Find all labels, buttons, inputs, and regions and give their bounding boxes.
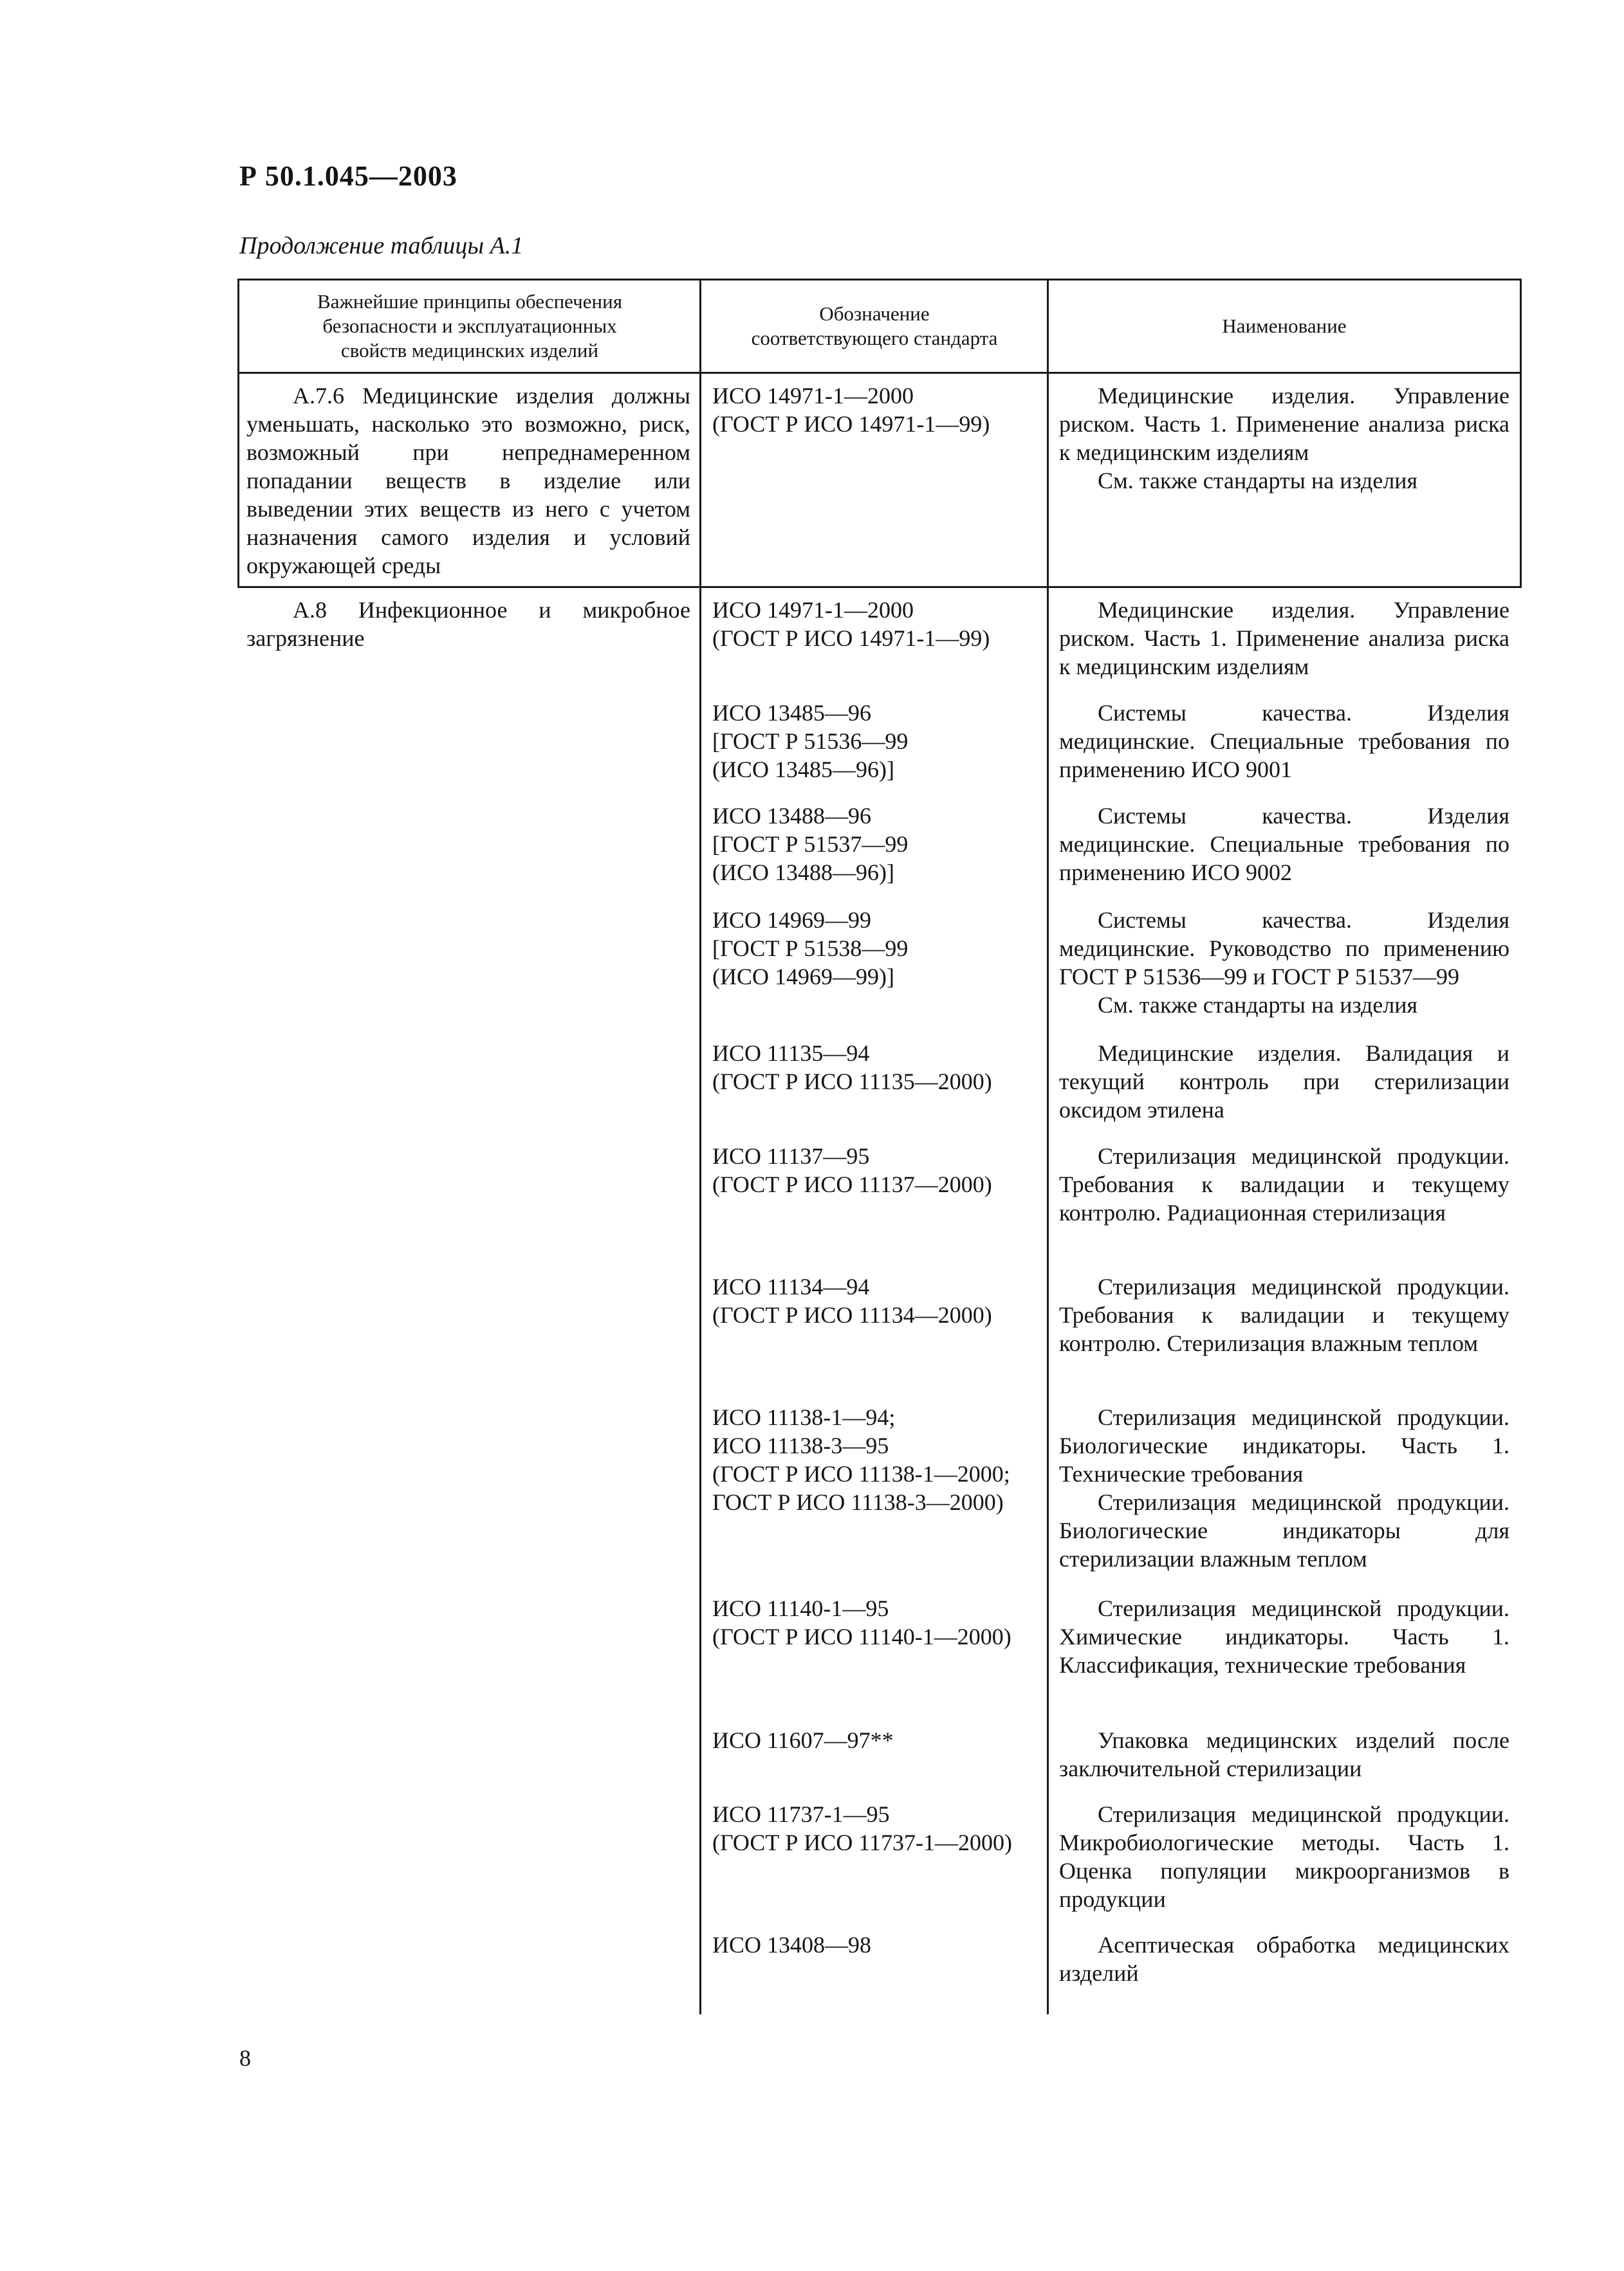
name-paragraph: Стерилизация медицинской продукции. Требования к валидации и текущему контролю. Стерилизация влажным теплом	[1059, 1274, 1509, 1356]
name-paragraph: Системы качества. Изделия медицинские. Специальные требования по применению ИСО 9002	[1059, 803, 1509, 885]
designation-cell: ИСО 13485—96 [ГОСТ Р 51536—99 (ИСО 13485—96)]	[712, 700, 909, 782]
page-number: 8	[239, 2045, 251, 2071]
name-cell	[1059, 1142, 1509, 1227]
name-cell	[1059, 1273, 1509, 1357]
name-cell	[1059, 802, 1509, 887]
name-paragraph: Системы качества. Изделия медицинские. Специальные требования по применению ИСО 9001	[1059, 700, 1509, 782]
name-paragraph: Стерилизация медицинской продукции. Требования к валидации и текущему контролю. Радиационная стерилизация	[1059, 1143, 1509, 1226]
designation-cell: ИСО 14969—99 [ГОСТ Р 51538—99 (ИСО 14969—99)]	[712, 907, 909, 989]
name-cell	[1059, 1403, 1509, 1573]
designation-cell: ИСО 11607—97**	[712, 1727, 894, 1753]
name-cell	[1059, 699, 1509, 784]
designation-cell: ИСО 14971-1—2000 (ГОСТ Р ИСО 14971-1—99)	[712, 383, 990, 437]
column-divider-1	[699, 279, 701, 2014]
designation-cell: ИСО 11137—95 (ГОСТ Р ИСО 11137—2000)	[712, 1143, 992, 1197]
name-paragraph: См. также стандарты на изделия	[1098, 468, 1418, 493]
name-paragraph: См. также стандарты на изделия	[1098, 992, 1418, 1018]
name-paragraph: Стерилизация медицинской продукции. Химические индикаторы. Часть 1. Классификация, технические требования	[1059, 1595, 1509, 1678]
designation-cell: ИСО 11138-1—94; ИСО 11138-3—95 (ГОСТ Р ИСО 11138-1—2000; ГОСТ Р ИСО 11138-3—2000)	[712, 1404, 1010, 1515]
name-cell	[1059, 1800, 1509, 1913]
document-code: Р 50.1.045—2003	[239, 160, 457, 192]
name-cell	[1059, 1594, 1509, 1679]
table-caption: Продолжение таблицы А.1	[239, 232, 524, 259]
name-cell	[1059, 596, 1509, 681]
designation-cell: ИСО 11135—94 (ГОСТ Р ИСО 11135—2000)	[712, 1040, 992, 1094]
name-paragraph: Медицинские изделия. Валидация и текущий контроль при стерилизации оксидом этилена	[1059, 1040, 1509, 1123]
table-left-border	[237, 279, 239, 586]
header-name: Наименование	[1222, 315, 1347, 337]
name-cell	[1059, 906, 1509, 1019]
designation-cell: ИСО 11140-1—95 (ГОСТ Р ИСО 11140-1—2000)	[712, 1595, 1011, 1650]
name-paragraph: Системы качества. Изделия медицинские. Руководство по применению ГОСТ Р 51536—99 и ГОСТ Р 51537—99	[1059, 907, 1509, 989]
designation-cell: ИСО 11737-1—95 (ГОСТ Р ИСО 11737-1—2000)	[712, 1801, 1013, 1855]
principle-a8: А.8 Инфекционное и микробное загрязнение	[246, 597, 690, 651]
principle-a76: А.7.6 Медицинские изделия должны уменьшать, насколько это возможно, риск, возможный при непреднамеренном попадании веществ в изделие или выведении этих веществ из него с учетом назначения самого изделия и условий окружающей среды	[246, 383, 690, 578]
designation-cell: ИСО 14971-1—2000 (ГОСТ Р ИСО 14971-1—99)	[712, 597, 990, 651]
designation-cell: ИСО 13408—98	[712, 1932, 872, 1958]
name-paragraph: Медицинские изделия. Управление риском. Часть 1. Применение анализа риска к медицинским изделиям	[1059, 597, 1509, 679]
name-cell	[1059, 1726, 1509, 1783]
name-cell	[1059, 1931, 1509, 1987]
name-paragraph: Медицинские изделия. Управление риском. Часть 1. Применение анализа риска к медицинским изделиям	[1059, 383, 1509, 465]
header-designation: Обозначение соответствующего стандарта	[751, 302, 998, 349]
header-principles: Важнейшие принципы обеспечения безопасности и эксплуатационных свойств медицинских изделий	[317, 290, 622, 362]
designation-cell: ИСО 13488—96 [ГОСТ Р 51537—99 (ИСО 13488—96)]	[712, 803, 909, 885]
row-divider	[237, 586, 1522, 588]
standards-table	[237, 279, 1522, 2014]
name-paragraph: Стерилизация медицинской продукции. Биологические индикаторы для стерилизации влажным теплом	[1059, 1489, 1509, 1572]
name-paragraph: Упаковка медицинских изделий после заключительной стерилизации	[1059, 1727, 1509, 1781]
name-cell	[1059, 382, 1509, 495]
table-right-border	[1520, 279, 1522, 586]
name-paragraph: Стерилизация медицинской продукции. Биологические индикаторы. Часть 1. Технические требования	[1059, 1404, 1509, 1487]
name-paragraph: Стерилизация медицинской продукции. Микробиологические методы. Часть 1. Оценка популяции микроорганизмов в продукции	[1059, 1801, 1509, 1912]
name-paragraph: Асептическая обработка медицинских изделий	[1059, 1932, 1509, 1986]
header-bottom-border	[237, 372, 1522, 374]
designation-cell: ИСО 11134—94 (ГОСТ Р ИСО 11134—2000)	[712, 1274, 992, 1328]
name-cell	[1059, 1039, 1509, 1124]
